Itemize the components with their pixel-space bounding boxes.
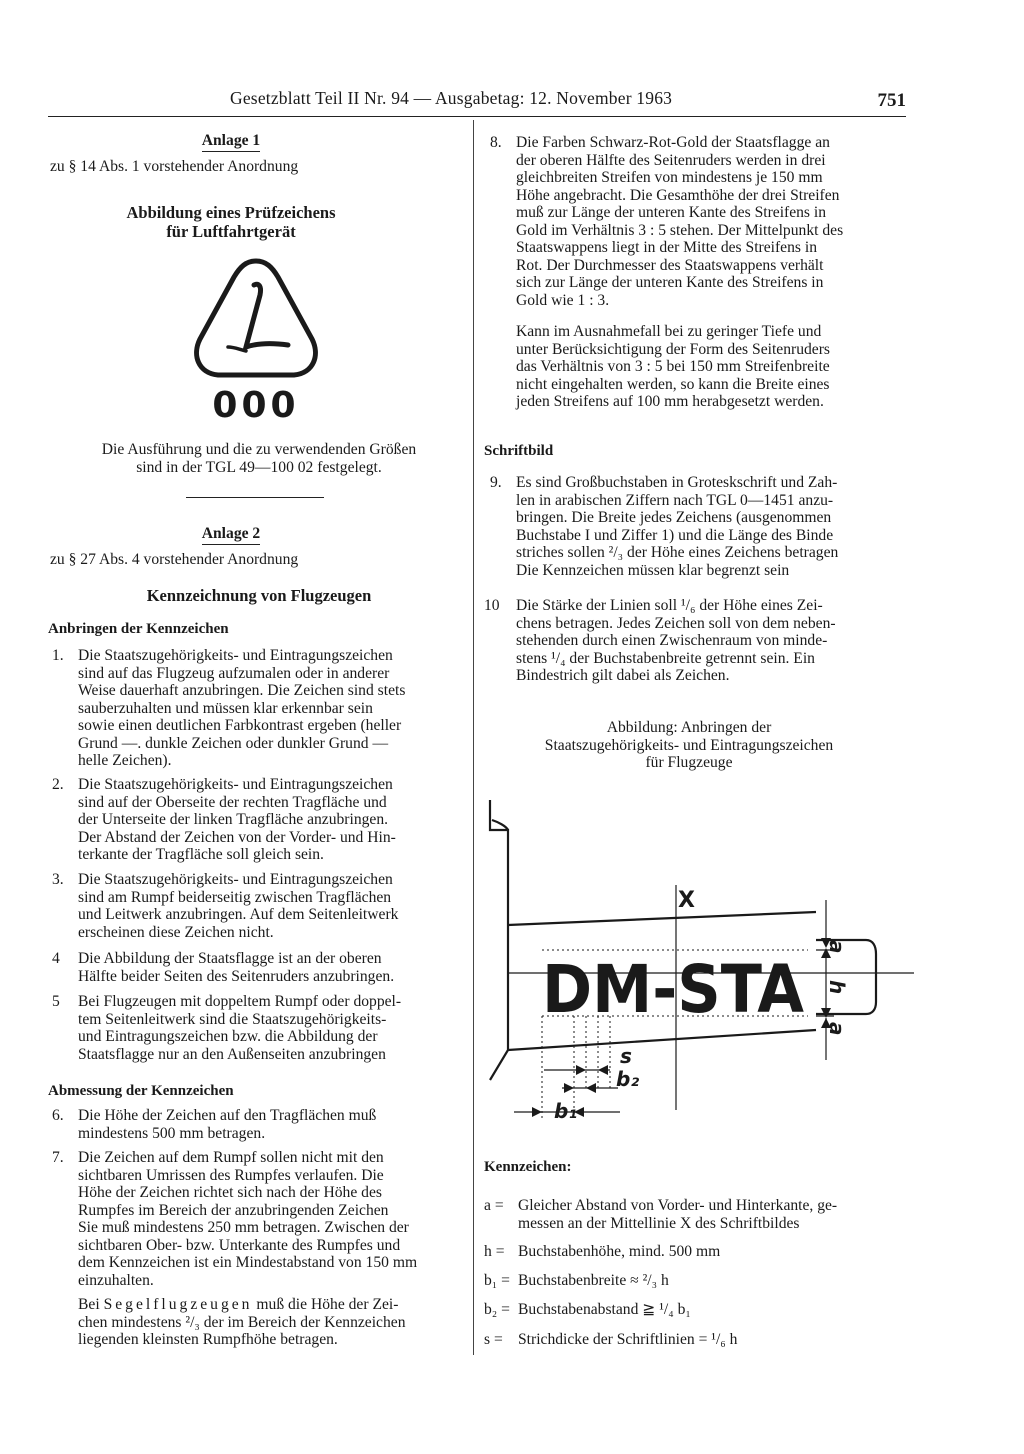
label-a-bottom: a [825,1022,849,1036]
label-b2: b₂ [616,1067,640,1091]
anlage2-heading: Kennzeichnung von Flugzeugen [146,586,372,605]
anlage2-title: Anlage 2 [50,525,412,545]
running-header: Gesetzblatt Teil II Nr. 94 — Ausgabetag: 12. November 1963 [230,88,673,108]
anlage1-heading: Abbildung eines Prüfzeichens für Luftfahrtgerät [126,203,336,241]
anlage1-title: Anlage 1 [50,132,412,152]
label-a-top: a [825,940,849,954]
pruefzeichen-mark [188,255,324,385]
registration-mark: DM-STA [542,951,804,1028]
column-divider [473,120,474,1355]
legend-title: Kennzeichen: [484,1159,572,1175]
label-x: X [678,888,695,913]
segelflugzeug-paragraph: Bei Segelflugzeugen muß die Höhe der Zei- chen mindestens ²/₃ der im Bereich der Kennzeichen liegenden kleinsten Rumpfhöhe betragen. [78,1296,406,1348]
section-divider [186,497,324,498]
header-rule [48,116,906,117]
section-schriftbild: Schriftbild [484,443,554,459]
label-b1: b₁ [554,1099,578,1123]
label-s: s [620,1044,632,1068]
label-h: h [825,980,849,995]
paragraph-ausnahmefall: Kann im Ausnahmefall bei zu geringer Tiefe und unter Berücksichtigung der Form des Seitenruders das Verhältnis von 3 : 5 bei 150 mm Streifenbreite nicht eingehalten werden, so kann die Breite eines jeden Streifens auf 100 mm herabgesetzt werden. [516,323,830,410]
section-abmessung: Abmessung der Kennzeichen [48,1083,234,1099]
anlage1-ref: zu § 14 Abs. 1 vorstehender Anordnung [50,158,299,175]
registration-diagram [478,790,914,1135]
page-number: 751 [877,90,906,111]
figure-caption: Abbildung: Anbringen der Staatszugehörigkeits- und Eintragungszeichen für Flugzeuge [544,719,834,771]
section-anbringen: Anbringen der Kennzeichen [48,621,229,637]
anlage2-ref: zu § 27 Abs. 4 vorstehender Anordnung [50,551,299,568]
mark-number: 000 [212,385,300,426]
anlage1-note: Die Ausführung und die zu verwendenden Größen sind in der TGL 49—100 02 festgelegt. [101,441,417,476]
